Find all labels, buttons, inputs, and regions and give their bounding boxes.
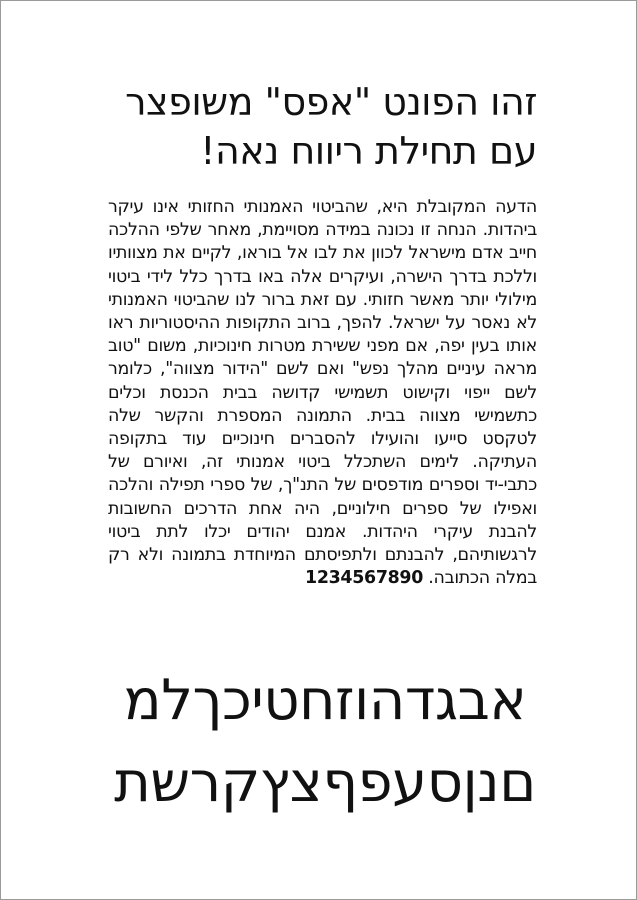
title-line-2: עם תחילת ריווח נאה!: [200, 129, 537, 173]
digit-sample: 1234567890: [305, 568, 424, 589]
body-text: הדעה המקובלת היא, שהביטוי האמנותי החזותי אינו עיקר ביהדות. הנחה זו נכונה במידה מסויימת, מאחר שלפי ההלכה חייב אדם מישראל לכוון את לבו אל בוראו, לקיים את מצוותיו וללכת בדרך הישרה, ועיקרים אלה באו בדרך כלל לידי ביטוי מילולי יותר מאשר חזותי. עם זאת ברור לנו שהביטוי האמנותי לא נאסר על ישראל. להפך, ברוב התקופות ההיסטוריות ראו אותו בעין יפה, אם מפני ששירת מטרות חינוכיות, משום "טוב מראה עיניים מהלך נפש" ואם לשם "הידור מצווה", כלומר לשם ייפוי וקישוט תשמישי קדושה בבית הכנסת וכלים כתשמישי מצווה בבית. התמונה המספרת והקשר שלה לטקסט סייעו והועילו להסברים חינוכיים עוד בתקופה העתיקה. לימים השתכלל ביטוי אמנותי זה, ואיורם של כתבי-יד וספרים מודפסים של התנ"ך, של ספרי תפילה והלכה ואפילו של ספרים חילוניים, היה אחת הדרכים החשובות להבנת עיקרי היהדות. אמנם יהודים יכלו לתת ביטוי לרגשותיהם, להבנתם ולתפיסתם המיוחדת בתמונה ולא רק במלה הכתובה.: [108, 197, 537, 589]
alphabet-line-1: אבגדהוזחטיכךלמ: [123, 668, 527, 733]
body-paragraph: [108, 196, 537, 590]
alphabet-sample: [100, 660, 550, 824]
page-title: [108, 78, 537, 176]
title-line-1: זהו הפונט "אפס" משופצר: [125, 80, 537, 124]
alphabet-line-2: םנןסעפףצץקרשת: [114, 750, 536, 815]
document-body: [108, 78, 537, 590]
